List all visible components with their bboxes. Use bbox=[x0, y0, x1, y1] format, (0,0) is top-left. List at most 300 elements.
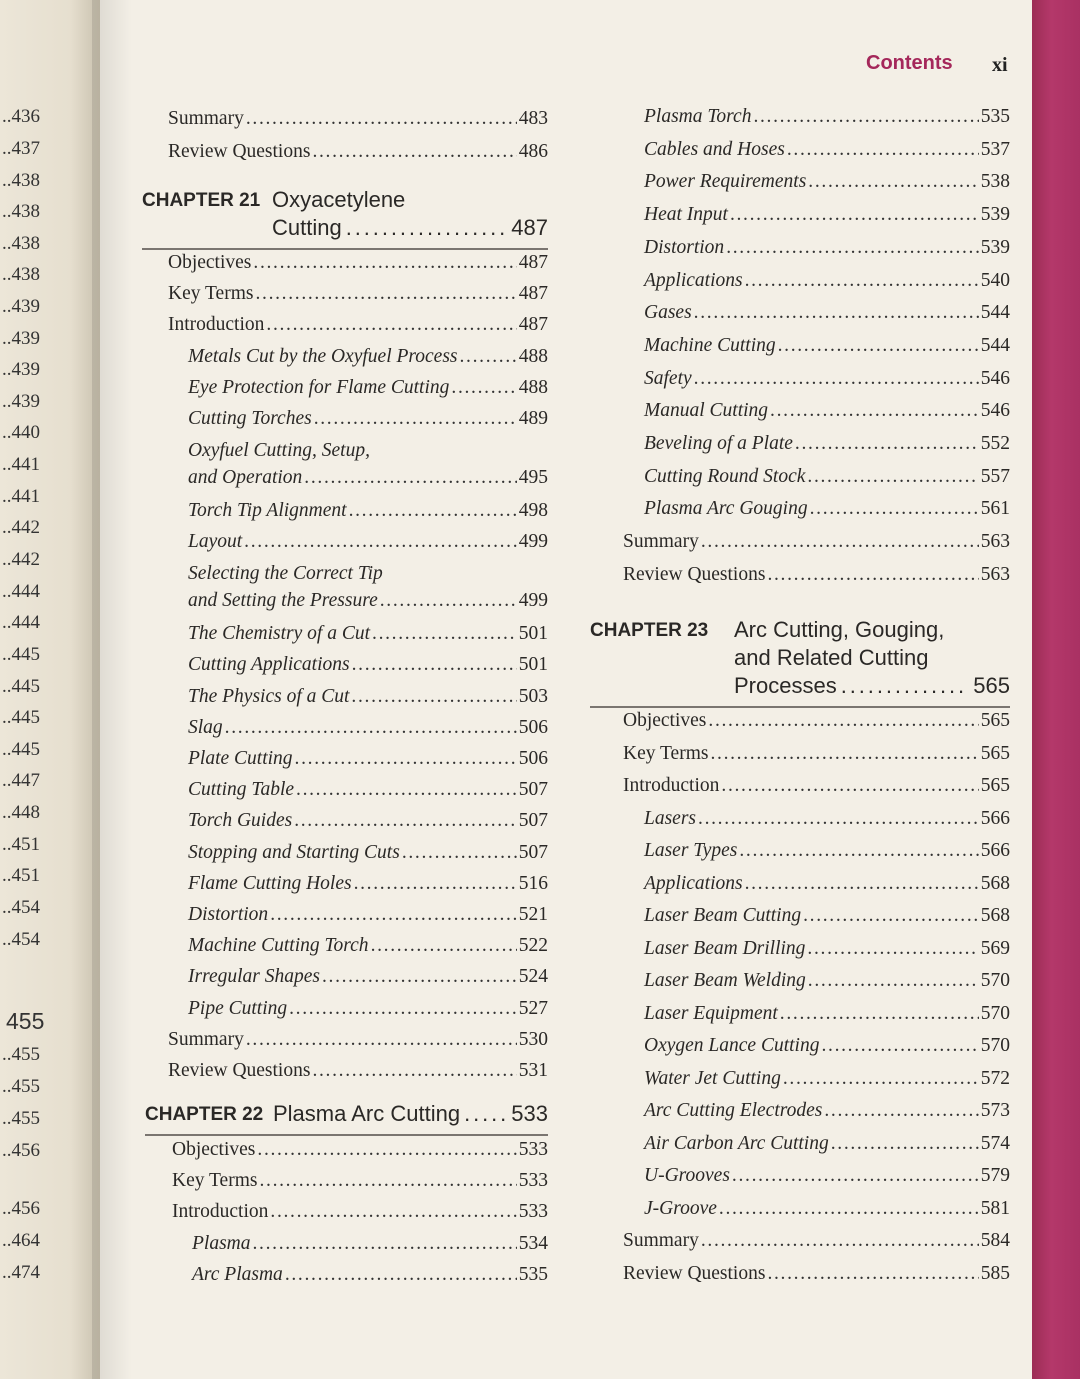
entry-page: 537 bbox=[980, 138, 1010, 160]
chapter-title-line2: and Related Cutting bbox=[734, 645, 929, 670]
entry-page: 533 bbox=[518, 1139, 548, 1160]
dot-leader bbox=[767, 560, 978, 590]
previous-page-number: ..439 bbox=[2, 328, 40, 349]
chapter-title-line1: Oxyacetylene bbox=[272, 187, 406, 212]
previous-page-number: ..455 bbox=[2, 1044, 40, 1065]
entry-page: 581 bbox=[980, 1197, 1010, 1219]
entry-page: 488 bbox=[518, 345, 548, 367]
dot-leader bbox=[464, 1100, 507, 1128]
toc-entry bbox=[644, 494, 1010, 524]
previous-page-number: 455 bbox=[6, 1008, 45, 1034]
dot-leader bbox=[807, 462, 978, 492]
dot-leader bbox=[708, 706, 978, 736]
entry-title: Air Carbon Arc Cutting bbox=[644, 1132, 829, 1154]
entry-page: 533 bbox=[518, 1201, 548, 1223]
previous-page-number: ..474 bbox=[2, 1262, 40, 1283]
dot-leader bbox=[253, 248, 516, 278]
entry-page: 568 bbox=[980, 905, 1010, 926]
entry-page: 503 bbox=[518, 685, 548, 707]
entry-page: 486 bbox=[518, 140, 548, 162]
entry-page: 546 bbox=[980, 367, 1010, 389]
dot-leader bbox=[225, 713, 517, 743]
entry-title: Introduction bbox=[172, 1201, 269, 1223]
entry-title: Lasers bbox=[644, 807, 697, 829]
previous-page-number: ..438 bbox=[2, 170, 40, 191]
toc-entry bbox=[188, 994, 548, 1024]
entry-page: 579 bbox=[980, 1165, 1010, 1186]
toc-entry bbox=[172, 1135, 548, 1165]
toc-entry bbox=[188, 744, 548, 774]
entry-page: 489 bbox=[518, 408, 548, 429]
chapter-title-line1: Arc Cutting, Gouging, bbox=[734, 617, 945, 642]
entry-page: 506 bbox=[518, 748, 548, 770]
toc-entry bbox=[644, 804, 1010, 834]
previous-page-number: ..445 bbox=[2, 676, 40, 697]
toc-entry bbox=[188, 650, 548, 680]
entry-page: 487 bbox=[518, 314, 548, 336]
running-head: Contents bbox=[866, 52, 953, 74]
entry-page: 501 bbox=[518, 654, 548, 676]
dot-leader bbox=[824, 1096, 978, 1126]
toc-entry bbox=[623, 560, 1010, 590]
dot-leader bbox=[745, 869, 979, 899]
entry-title: Stopping and Starting Cuts bbox=[188, 841, 400, 863]
chapter-title-line3: Processes bbox=[734, 673, 837, 698]
dot-leader bbox=[770, 396, 979, 426]
entry-page: 563 bbox=[980, 531, 1010, 553]
entry-page: 516 bbox=[518, 872, 548, 894]
dot-leader bbox=[698, 804, 979, 834]
toc-entry bbox=[644, 102, 1010, 132]
entry-title: Machine Cutting bbox=[644, 334, 776, 356]
dot-leader bbox=[710, 739, 978, 769]
dot-leader bbox=[795, 429, 979, 459]
dot-leader bbox=[257, 1135, 516, 1165]
dot-leader bbox=[778, 331, 979, 361]
entry-title: Review Questions bbox=[168, 140, 311, 162]
entry-page: 501 bbox=[518, 623, 548, 645]
toc-entry bbox=[623, 739, 1010, 769]
dot-leader bbox=[402, 838, 517, 868]
entry-title: Introduction bbox=[168, 314, 265, 336]
previous-page-number: ..451 bbox=[2, 865, 40, 886]
dot-leader bbox=[296, 775, 517, 805]
dot-leader bbox=[730, 200, 979, 230]
previous-page-number: ..456 bbox=[2, 1140, 40, 1161]
dot-leader bbox=[783, 1064, 979, 1094]
entry-page: 507 bbox=[518, 779, 548, 801]
entry-title: Laser Beam Cutting bbox=[644, 905, 802, 926]
toc-entry bbox=[644, 364, 1010, 394]
entry-title: Review Questions bbox=[623, 1262, 766, 1284]
toc-entry bbox=[644, 1161, 1010, 1191]
entry-title: Objectives bbox=[623, 710, 707, 731]
dot-leader bbox=[246, 1025, 517, 1055]
previous-page-number: ..442 bbox=[2, 517, 40, 538]
toc-entry bbox=[168, 1056, 548, 1086]
entry-page: 538 bbox=[980, 171, 1010, 193]
chapter-page: 533 bbox=[511, 1101, 548, 1126]
toc-entry bbox=[644, 901, 1010, 931]
entry-title: Oxyfuel Cutting, Setup, bbox=[188, 440, 370, 462]
entry-page: 487 bbox=[518, 252, 548, 273]
entry-title: Cutting Applications bbox=[188, 654, 350, 676]
entry-page: 522 bbox=[518, 935, 548, 957]
entry-title: Heat Input bbox=[644, 204, 728, 226]
entry-title: Arc Cutting Electrodes bbox=[644, 1100, 823, 1121]
entry-page: 499 bbox=[518, 590, 548, 612]
entry-page: 521 bbox=[518, 904, 548, 926]
dot-leader bbox=[831, 1129, 979, 1159]
previous-page-number: ..447 bbox=[2, 770, 40, 791]
toc-entry bbox=[644, 999, 1010, 1029]
entry-title: Plasma Torch bbox=[644, 106, 752, 127]
entry-page: 483 bbox=[518, 108, 548, 129]
entry-title: Laser Types bbox=[644, 840, 738, 861]
dot-leader bbox=[244, 527, 517, 557]
dot-leader bbox=[295, 744, 517, 774]
toc-entry bbox=[188, 682, 548, 712]
entry-title: Summary bbox=[623, 531, 699, 553]
toc-entry bbox=[172, 1166, 548, 1196]
entry-title: Water Jet Cutting bbox=[644, 1067, 781, 1089]
entry-page: 535 bbox=[980, 106, 1010, 127]
dot-leader bbox=[821, 1031, 978, 1061]
toc-entry bbox=[188, 496, 548, 526]
entry-title: Arc Plasma bbox=[192, 1263, 283, 1285]
chapter-21-heading bbox=[142, 186, 548, 250]
previous-page-number: ..438 bbox=[2, 233, 40, 254]
entry-title: Key Terms bbox=[623, 742, 709, 764]
previous-page-number: ..448 bbox=[2, 802, 40, 823]
dot-leader bbox=[270, 900, 517, 930]
entry-title: Plasma bbox=[192, 1232, 251, 1254]
entry-title: Oxygen Lance Cutting bbox=[644, 1035, 820, 1056]
dot-leader bbox=[380, 587, 517, 614]
entry-page: 527 bbox=[518, 997, 548, 1019]
toc-entry bbox=[623, 527, 1010, 557]
previous-page-number: ..440 bbox=[2, 422, 40, 443]
dot-leader bbox=[726, 233, 979, 263]
entry-title: Layout bbox=[188, 531, 243, 553]
toc-entry bbox=[188, 838, 548, 868]
entry-title: Slag bbox=[188, 716, 223, 738]
toc-entry bbox=[188, 619, 548, 649]
entry-page: 544 bbox=[980, 334, 1010, 356]
dot-leader bbox=[807, 934, 978, 964]
previous-page-number: ..445 bbox=[2, 707, 40, 728]
previous-page-number: ..456 bbox=[2, 1198, 40, 1219]
entry-title: Applications bbox=[644, 269, 743, 291]
toc-entry bbox=[644, 869, 1010, 899]
toc-entry bbox=[623, 1259, 1010, 1289]
toc-entry bbox=[644, 1129, 1010, 1159]
dot-leader bbox=[732, 1161, 979, 1191]
entry-page: 540 bbox=[980, 269, 1010, 291]
chapter-page: 487 bbox=[511, 215, 548, 240]
entry-page: 557 bbox=[980, 465, 1010, 487]
previous-page-number: ..439 bbox=[2, 391, 40, 412]
entry-page: 570 bbox=[980, 1002, 1010, 1024]
entry-title: Applications bbox=[644, 872, 743, 894]
dot-leader bbox=[346, 214, 508, 242]
toc-entry bbox=[644, 233, 1010, 263]
entry-page: 530 bbox=[518, 1028, 548, 1050]
dot-leader bbox=[354, 869, 517, 899]
dot-leader bbox=[451, 373, 516, 403]
toc-entry bbox=[168, 310, 548, 340]
toc-entry bbox=[644, 934, 1010, 964]
chapter-label: CHAPTER 22 bbox=[145, 1104, 264, 1125]
dot-leader bbox=[701, 1226, 979, 1256]
entry-title: Key Terms bbox=[172, 1170, 258, 1192]
dot-leader bbox=[780, 999, 979, 1029]
page-edge-strip bbox=[1032, 0, 1080, 1379]
previous-page-number: ..439 bbox=[2, 359, 40, 380]
entry-page: 507 bbox=[518, 810, 548, 832]
entry-title: J-Groove bbox=[644, 1197, 717, 1219]
dot-leader bbox=[351, 682, 516, 712]
entry-title: Laser Beam Welding bbox=[644, 970, 806, 991]
dot-leader bbox=[745, 266, 979, 296]
dot-leader bbox=[767, 1259, 978, 1289]
entry-title: Cutting Table bbox=[188, 779, 295, 801]
toc-entry bbox=[168, 248, 548, 278]
dot-leader bbox=[266, 310, 516, 340]
entry-page: 566 bbox=[980, 840, 1010, 861]
previous-page-number: ..444 bbox=[2, 581, 40, 602]
entry-title: Summary bbox=[168, 108, 244, 129]
entry-title: Manual Cutting bbox=[644, 400, 769, 422]
entry-page: 570 bbox=[980, 970, 1010, 991]
entry-title: Key Terms bbox=[168, 283, 254, 305]
toc-entry bbox=[644, 836, 1010, 866]
previous-page-number: ..445 bbox=[2, 739, 40, 760]
previous-page-number: ..438 bbox=[2, 264, 40, 285]
chapter-22-heading bbox=[145, 1100, 548, 1136]
chapter-page: 565 bbox=[973, 673, 1010, 698]
entry-page: 552 bbox=[980, 433, 1010, 454]
entry-title: Objectives bbox=[172, 1139, 256, 1160]
entry-page: 534 bbox=[518, 1232, 548, 1254]
previous-page-number: ..438 bbox=[2, 201, 40, 222]
entry-page: 539 bbox=[980, 236, 1010, 258]
dot-leader bbox=[701, 527, 979, 557]
dot-leader bbox=[285, 1260, 517, 1290]
entry-page: 568 bbox=[980, 872, 1010, 894]
entry-title: Objectives bbox=[168, 252, 252, 273]
entry-page: 569 bbox=[980, 937, 1010, 959]
entry-page: 561 bbox=[980, 498, 1010, 520]
dot-leader bbox=[304, 464, 516, 491]
toc-entry bbox=[188, 437, 548, 493]
dot-leader bbox=[787, 135, 979, 165]
page-number: xi bbox=[992, 54, 1008, 76]
entry-title: U-Grooves bbox=[644, 1165, 730, 1186]
toc-entry bbox=[172, 1197, 548, 1227]
entry-title-cont: and Operation bbox=[188, 467, 303, 489]
chapter-label: CHAPTER 23 bbox=[590, 620, 709, 641]
toc-entry bbox=[644, 331, 1010, 361]
entry-title: Plate Cutting bbox=[188, 748, 293, 770]
previous-page-number: ..439 bbox=[2, 296, 40, 317]
entry-page: 565 bbox=[980, 742, 1010, 764]
entry-page: 506 bbox=[518, 716, 548, 738]
entry-page: 563 bbox=[980, 563, 1010, 585]
toc-entry bbox=[644, 966, 1010, 996]
previous-page-number: ..455 bbox=[2, 1108, 40, 1129]
entry-title-cont: and Setting the Pressure bbox=[188, 590, 378, 612]
previous-page-number: ..454 bbox=[2, 897, 40, 918]
dot-leader bbox=[312, 137, 516, 167]
dot-leader bbox=[372, 619, 517, 649]
chapter-label: CHAPTER 21 bbox=[142, 190, 261, 211]
toc-entry bbox=[644, 200, 1010, 230]
toc-entry bbox=[644, 1096, 1010, 1126]
entry-page: 585 bbox=[980, 1262, 1010, 1284]
entry-page: 544 bbox=[980, 302, 1010, 324]
entry-title: Introduction bbox=[623, 775, 720, 796]
entry-title: The Physics of a Cut bbox=[188, 685, 350, 707]
entry-page: 524 bbox=[518, 966, 548, 988]
entry-page: 584 bbox=[980, 1230, 1010, 1251]
entry-title: Laser Beam Drilling bbox=[644, 937, 806, 959]
toc-entry bbox=[188, 342, 548, 372]
dot-leader bbox=[270, 1197, 516, 1227]
toc-entry bbox=[188, 806, 548, 836]
entry-title: Cutting Torches bbox=[188, 408, 312, 429]
dot-leader bbox=[721, 771, 978, 801]
previous-page-number: ..464 bbox=[2, 1230, 40, 1251]
previous-page-number: ..441 bbox=[2, 454, 40, 475]
dot-leader bbox=[803, 901, 979, 931]
entry-title: Torch Tip Alignment bbox=[188, 500, 347, 522]
toc-entry bbox=[168, 104, 548, 134]
toc-entry bbox=[644, 396, 1010, 426]
dot-leader bbox=[352, 650, 517, 680]
chapter-title-line1: Plasma Arc Cutting bbox=[273, 1101, 461, 1126]
previous-page-number: ..442 bbox=[2, 549, 40, 570]
entry-title: Eye Protection for Flame Cutting bbox=[188, 376, 450, 398]
dot-leader bbox=[253, 1229, 517, 1259]
toc-entry bbox=[168, 279, 548, 309]
previous-page-number: ..441 bbox=[2, 486, 40, 507]
entry-page: 507 bbox=[518, 841, 548, 863]
entry-title: Flame Cutting Holes bbox=[188, 872, 352, 894]
toc-entry bbox=[644, 298, 1010, 328]
entry-page: 573 bbox=[980, 1100, 1010, 1121]
toc-entry bbox=[188, 900, 548, 930]
entry-page: 566 bbox=[980, 807, 1010, 829]
toc-entry bbox=[168, 1025, 548, 1055]
entry-title: Summary bbox=[623, 1230, 699, 1251]
entry-page: 495 bbox=[518, 467, 548, 489]
entry-title: Gases bbox=[644, 302, 692, 324]
dot-leader bbox=[246, 104, 517, 134]
toc-entry bbox=[188, 869, 548, 899]
toc-entry bbox=[188, 962, 548, 992]
entry-title: Distortion bbox=[644, 236, 725, 258]
toc-entry bbox=[644, 429, 1010, 459]
dot-leader bbox=[841, 672, 970, 700]
entry-page: 546 bbox=[980, 400, 1010, 422]
toc-entry bbox=[644, 135, 1010, 165]
dot-leader bbox=[808, 167, 978, 197]
binding-gutter bbox=[92, 0, 132, 1379]
dot-leader bbox=[371, 931, 517, 961]
dot-leader bbox=[753, 102, 978, 132]
entry-title: Irregular Shapes bbox=[188, 966, 320, 988]
toc-entry bbox=[644, 462, 1010, 492]
toc-entry bbox=[192, 1229, 548, 1259]
dot-leader bbox=[259, 1166, 516, 1196]
entry-title: Beveling of a Plate bbox=[644, 433, 793, 454]
toc-entry bbox=[623, 771, 1010, 801]
chapter-title-line2: Cutting bbox=[272, 215, 342, 240]
toc-entry bbox=[644, 266, 1010, 296]
dot-leader bbox=[810, 494, 979, 524]
previous-page-number: ..437 bbox=[2, 138, 40, 159]
entry-title: Cutting Round Stock bbox=[644, 465, 806, 487]
entry-title: Plasma Arc Gouging bbox=[644, 498, 808, 520]
chapter-23-heading bbox=[590, 616, 1010, 708]
entry-title: Machine Cutting Torch bbox=[188, 935, 369, 957]
previous-page-number: ..454 bbox=[2, 929, 40, 950]
toc-entry bbox=[188, 775, 548, 805]
toc-entry bbox=[188, 931, 548, 961]
entry-title: Review Questions bbox=[168, 1060, 311, 1082]
entry-title: Pipe Cutting bbox=[188, 997, 288, 1019]
toc-entry bbox=[644, 167, 1010, 197]
entry-page: 487 bbox=[518, 283, 548, 305]
entry-page: 533 bbox=[518, 1170, 548, 1192]
dot-leader bbox=[322, 962, 517, 992]
entry-title: Summary bbox=[168, 1028, 244, 1050]
entry-title: Selecting the Correct Tip bbox=[188, 563, 383, 585]
entry-title: Cables and Hoses bbox=[644, 138, 785, 160]
dot-leader bbox=[289, 994, 517, 1024]
entry-page: 565 bbox=[980, 775, 1010, 796]
dot-leader bbox=[294, 806, 517, 836]
entry-page: 572 bbox=[980, 1067, 1010, 1089]
entry-title: Review Questions bbox=[623, 563, 766, 585]
dot-leader bbox=[255, 279, 516, 309]
entry-title: Torch Guides bbox=[188, 810, 293, 832]
toc-entry bbox=[644, 1031, 1010, 1061]
dot-leader bbox=[808, 966, 979, 996]
entry-page: 539 bbox=[980, 204, 1010, 226]
entry-title: Metals Cut by the Oxyfuel Process bbox=[188, 345, 458, 367]
entry-page: 535 bbox=[518, 1263, 548, 1285]
toc-entry bbox=[623, 1226, 1010, 1256]
entry-page: 498 bbox=[518, 500, 548, 522]
toc-entry bbox=[188, 713, 548, 743]
entry-page: 570 bbox=[980, 1035, 1010, 1056]
toc-entry bbox=[623, 706, 1010, 736]
previous-page-number: ..455 bbox=[2, 1076, 40, 1097]
previous-page-number: ..451 bbox=[2, 834, 40, 855]
entry-page: 565 bbox=[980, 710, 1010, 731]
entry-title: Power Requirements bbox=[644, 171, 807, 193]
entry-page: 488 bbox=[518, 376, 548, 398]
dot-leader bbox=[349, 496, 517, 526]
entry-title: Laser Equipment bbox=[644, 1002, 778, 1024]
toc-entry bbox=[168, 137, 548, 167]
toc-entry bbox=[644, 1064, 1010, 1094]
previous-page-number: ..444 bbox=[2, 612, 40, 633]
toc-entry bbox=[644, 1194, 1010, 1224]
dot-leader bbox=[694, 298, 979, 328]
